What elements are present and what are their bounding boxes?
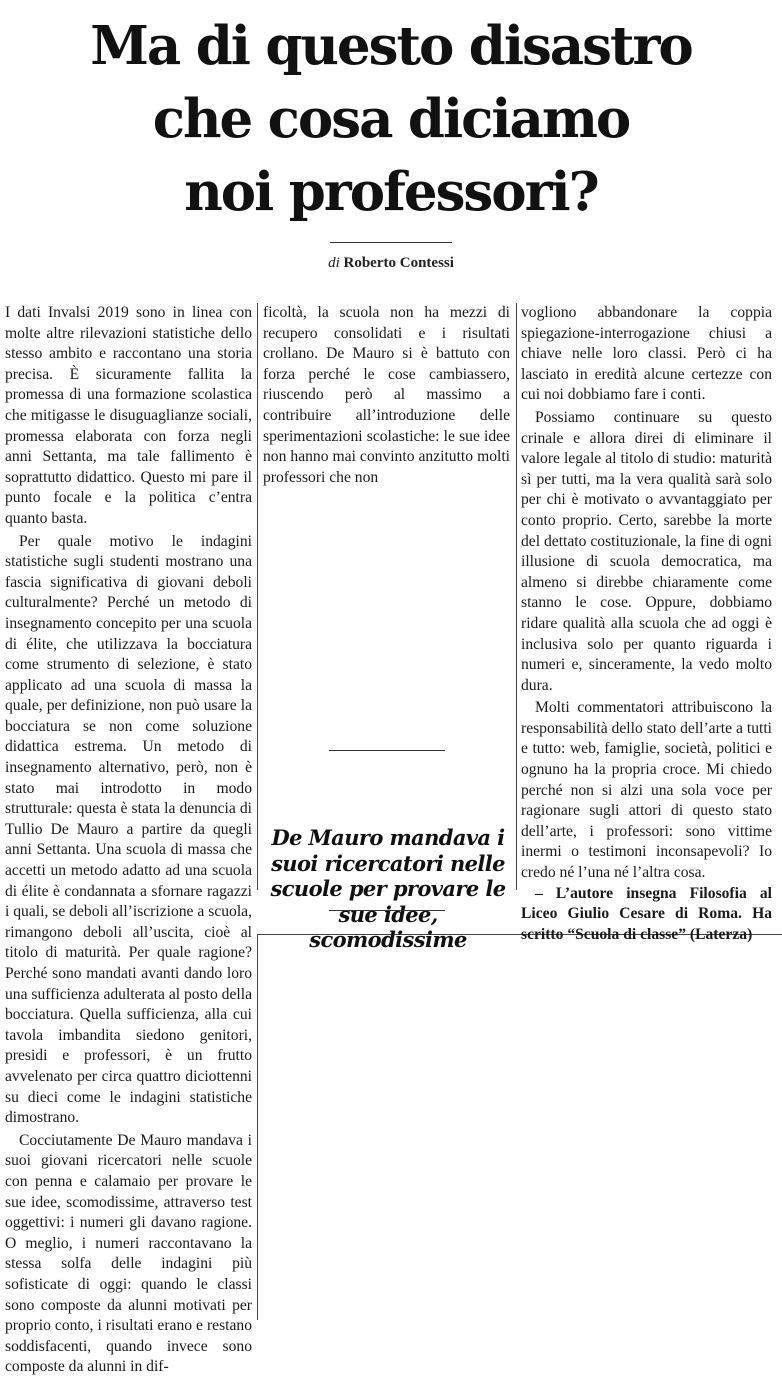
article-column-1	[5, 303, 252, 1378]
article-column-3	[521, 303, 772, 945]
paragraph: Per quale motivo le indagini statistiche sugli studenti mostrano una fascia significativa di giovani deboli culturalmente? Perché un metodo di insegnamento concepito per una scuola di élite, che utilizzava la bocciatura come strumento di selezione, è stato applicato ad una scuola di massa la quale, per definizione, non può usare la bocciatura se non come soluzione didattica estrema. Un metodo di insegnamento alternativo, però, non è stato mai introdotto in modo strutturale: questa è stata la denuncia di Tullio De Mauro a partire da quegli anni Settanta. Una scuola di massa che accetti un metodo adatto ad una scuola di élite è condannata a sfornare ragazzi i quali, se deboli all’iscrizione a scuola, rimangono deboli all’uscita, cioè al titolo di maturità. Per quale ragione? Perché sono mandati avanti dando loro una sufficienza adulterata al posto della bocciatura. Quella sufficienza, alla cui tavola imbandita siedono genitori, presidi e professori, è un frutto avvelenato per circa quattro diciottenni su dieci come le indagini statistiche dimostrano.	[5, 532, 252, 1127]
author-note: – L’autore insegna Filosofia al Liceo Giulio Cesare di Roma. Ha scritto “Scuola di classe” (Laterza)	[521, 884, 772, 943]
paragraph: vogliono abbandonare la coppia spiegazione-interrogazione chiusi a chiave nelle loro classi. Però ci ha lasciato in eredità alcune certezze con cui noi dobbiamo fare i conti.	[521, 304, 772, 404]
pull-quote: De Mauro mandava i suoi ricercatori nelle scuole per provare le sue idee, scomodissime	[270, 825, 506, 952]
byline-divider	[330, 242, 452, 243]
pull-quote-top-rule	[329, 750, 445, 751]
column-divider	[257, 303, 258, 890]
column-divider	[516, 303, 517, 890]
column-divider	[257, 934, 258, 1320]
byline-prefix: di	[328, 255, 340, 271]
byline	[0, 255, 782, 272]
headline-line: che cosa diciamo	[152, 88, 630, 150]
paragraph: Possiamo continuare su questo crinale e allora direi di eliminare il valore legale al titolo di studio: maturità sì per tutti, ma la vera qualità sarà solo per chi è motivato o avvantaggiato per conto proprio. Certo, sarebbe la morte del dettato costituzionale, la fine di ogni illusione di scuola democratica, ma almeno si direbbe chiaramente come stanno le cose. Oppure, dobbiamo ridare qualità alla scuola che ad oggi è inclusiva solo per quanto riguarda i numeri e, sinceramente, la vedo molto dura.	[521, 408, 772, 694]
headline-line: Ma di questo disastro	[90, 15, 692, 77]
byline-author: Roberto Contessi	[343, 255, 454, 271]
pull-quote-bottom-rule	[329, 910, 445, 911]
paragraph: ficoltà, la scuola non ha mezzi di recupero consolidati e i risultati crollano. De Mauro si è battuto con forza perché le cose cambiassero, riuscendo però al massimo a contribuire all’introduzione delle sperimentazioni scolastiche: le sue idee non hanno mai convinto anzitutto molti professori che non	[263, 304, 510, 486]
headline	[40, 10, 742, 229]
headline-line: noi professori?	[184, 161, 598, 223]
article-column-2	[263, 303, 510, 488]
paragraph: Cocciutamente De Mauro mandava i suoi giovani ricercatori nelle scuole con penna e calamaio per provare le sue idee, scomodissime, attraverso test oggettivi: i numeri gli davano ragione. O meglio, i numeri raccontavano la stessa solfa delle indagini più sofisticate di oggi: quando le classi sono composte da alunni motivati per proprio conto, i risultati erano e restano soddisfacenti, quando invece sono composte da alunni in dif-	[5, 1131, 252, 1376]
paragraph: I dati Invalsi 2019 sono in linea con molte altre rilevazioni statistiche dello stesso ambito e raccontano una storia precisa. È sicuramente fallita la promessa di una formazione scolastica che mitigasse le disuguaglianze sociali, promessa elaborata con forza negli anni Settanta, ma tale fallimento è soprattutto didattico. Questo mi pare il punto focale e la politica c’entra quanto basta.	[5, 304, 252, 527]
paragraph: Molti commentatori attribuiscono la responsabilità dello stato dell’arte a tutti e tutto: web, famiglie, società, politici e ognuno ha la propria croce. Mi chiedo perché non si alzi una sola voce per ragionare sugli attori di questo stato dell’arte, i professori: sono vittime inermi o testimoni inconsapevoli? Io credo né l’una né l’altra cosa.	[521, 699, 772, 882]
